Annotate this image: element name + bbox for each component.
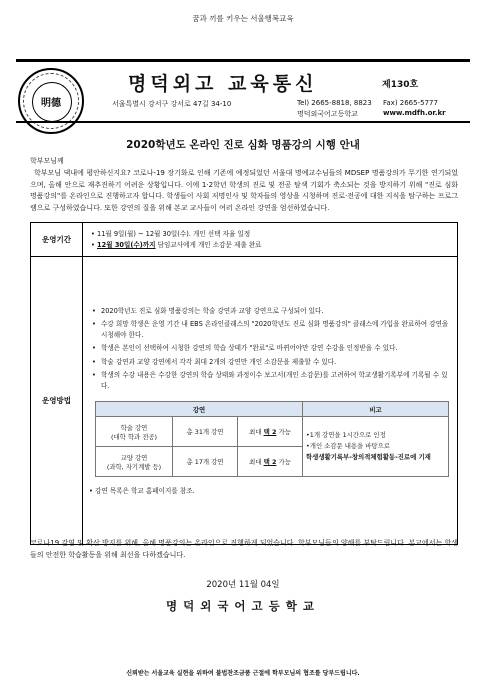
method-item: • 2020학년도 진로 심화 명품강의는 학술 강연과 교양 강연으로 구성되어 있다. (101, 306, 449, 317)
note-cell (303, 417, 449, 477)
method-item: • 학술 강연과 교양 강연에서 각각 최대 2개의 강연만 개인 소감문을 제출할 수 있다. (101, 357, 449, 368)
note-col-header: 비고 (303, 402, 449, 417)
lecture-table (95, 401, 449, 477)
method-content (83, 257, 458, 545)
header-bottom-rule (16, 121, 470, 123)
issue-number: 제130호 (382, 80, 419, 90)
period-content (83, 223, 458, 257)
method-item: • 수강 희망 학생은 운영 기간 내 EBS 온라인클래스의 "2020학년도 진로 심화 명품강의" 클래스에 가입을 완료하여 강연을 시청해야 한다. (101, 319, 449, 340)
document-title: 2020학년도 온라인 진로 심화 명품강의 시행 안내 (126, 139, 360, 151)
method-label: 운영방법 (31, 257, 83, 545)
lecture-type: 학술 강연 (대학 학과 전공) (96, 417, 173, 447)
tagline: 꿈과 끼를 키우는 서울행복교육 (192, 14, 294, 23)
period-label: 운영기간 (31, 223, 83, 257)
lecture-count: 총 31개 강연 (173, 417, 238, 447)
method-list (91, 306, 449, 392)
method-item: • 학생의 수강 내용은 수강한 강연의 학습 상태와 과정이수 보고서(개인 소감문)를 고려하여 학교생활기록부에 기록될 수 있다. (101, 370, 449, 391)
school-logo (18, 68, 84, 134)
school-tel: Tel) 2665-8818, 8823 (297, 99, 372, 107)
publisher: 명덕외국어고등학교 (297, 110, 358, 118)
intro-paragraph: 학부모님 댁내에 평안하신지요? 코로나-19 장기화로 인해 기존에 예정되었던 서울대 명예교수님들의 MDSEP 명품강의가 무기한 연기되었으며, 올해 안으로 재추진하기 어려운 상황입니다. 이에 1·2학년 학생의 진로 및 전공 탐색 기회가 축소되는 것을 방지하기 위해 "진로 심화 명품강의"를 온라인으로 진행하고자 합니다. 학생들이 사회 저명인사 및 학자들의 영상을 시청하며 진로·전공에 대한 지식을 탐구하는 프로그램으로 구성하였습니다. 또한 강연의 질을 위해 본교 교사들이 여러 온라인 강연을 엄선하였습니다. (30, 169, 458, 212)
period-line-2: • 12월 30일(수)까지 담임교사에게 개인 소감문 제출 완료 (91, 240, 262, 249)
note-line: •1개 강연을 1시간으로 인정 (306, 431, 386, 440)
period-line-1: • 11월 9일(월) ~ 12월 30일(수). 개인 선택 자율 일정 (91, 229, 251, 238)
school-fax: Fax) 2665-5777 (383, 99, 438, 107)
header-top-rule (16, 59, 470, 62)
lecture-col-header: 강연 (96, 402, 303, 417)
website-link[interactable]: www.mdfh.or.kr (383, 109, 446, 117)
school-name: 명덕외국어고등학교 (166, 599, 320, 613)
newsletter-title: 명덕외고 교육통신 (128, 73, 318, 95)
school-address: 서울특별시 강서구 강서로 47길 34-10 (112, 100, 232, 108)
method-item: • 학생은 본인이 선택하여 시청한 강연의 학습 상태가 "완료"로 바뀌어야만 강연 수강을 인정받을 수 있다. (101, 343, 449, 354)
issue-date: 2020년 11월 04일 (206, 580, 280, 590)
lecture-max: 최대 택 2 가능 (238, 417, 303, 447)
logo-text: 明德 (41, 98, 61, 109)
lecture-max: 최대 택 2 가능 (238, 447, 303, 477)
greeting: 학부모님께 (30, 157, 64, 165)
note-line: 학생생활기록부-창의적체험활동-진로에 기재 (306, 453, 431, 462)
program-table (30, 222, 458, 545)
lecture-list-note: • 강연 목록은 학교 홈페이지를 참조. (89, 487, 195, 496)
lecture-type: 교양 강연 (과학, 자기계발 등) (96, 447, 173, 477)
lecture-count: 총 17개 강연 (173, 447, 238, 477)
footer-notice: 신뢰받는 서울교육 실현을 위하여 불법찬조금품 근절에 학부모님의 협조를 당부드립니다. (126, 670, 360, 677)
note-line: •개인 소감문 내용을 바탕으로 (306, 442, 390, 451)
closing-paragraph: 코로나19 감염 및 확산 방지를 위해, 올해 명품강의는 온라인으로 진행하게 되었습니다. 학부모님들의 양해를 부탁드립니다. 본교에서는 학생들의 안전한 학습활동을 위해 최선을 다하겠습니다. (30, 539, 458, 559)
